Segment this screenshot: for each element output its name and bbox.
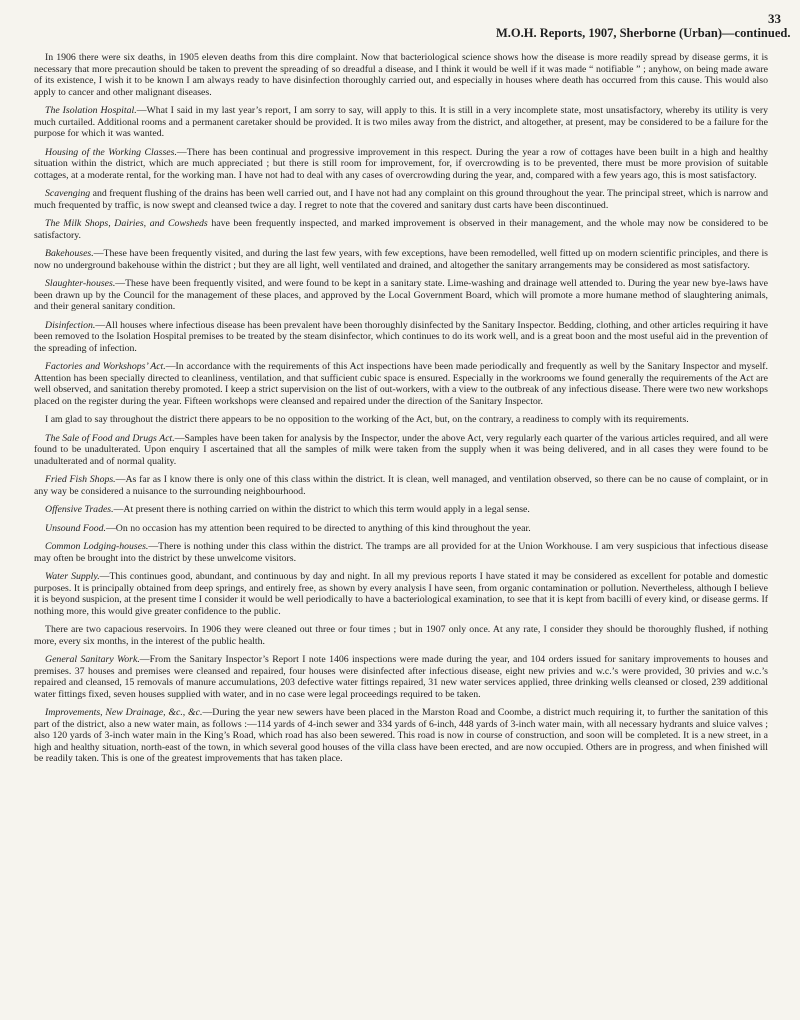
paragraph-heading: Slaughter-houses. — [45, 278, 116, 289]
paragraph-text: I am glad to say throughout the district there appears to be no opposition to the working of the Act, but, on the contrary, a readiness to comply with its requirements. — [45, 414, 689, 425]
page-number: 33 — [768, 11, 781, 26]
paragraph-isolation-hospital — [34, 105, 768, 140]
paragraph-text: —This continues good, abundant, and continuous by day and night. In all my previous reports I have stated it may be considered as excellent for potable and domestic purposes. It is principally obtained from deep springs, and entirely free, as shown by every analysis I have seen, from organic contamination or pollution. Nevertheless, although I believe it is beyond suspicion, at the present time I consider it would be well periodically to have a bacteriological examination, to see that it is kept from bacilli of every kind, or disease germs. If nothing more, this would give greater confidence to the public. — [34, 571, 768, 617]
paragraph-disinfection — [34, 320, 768, 355]
running-header: M.O.H. Reports, 1907, Sherborne (Urban)—continued. — [496, 26, 791, 40]
paragraph-text: —As far as I know there is only one of this class within the district. It is clean, well managed, and ventilation observed, so there can be no cause of complaint, or in any way be considered a nuisance to the surrounding neighbourhood. — [34, 474, 768, 497]
paragraph-text: —These have been frequently visited, and during the last few years, with few exceptions, have been remodelled, well fitted up on modern scientific principles, and there is now no underground bakehouse within the district ; but they are all light, well ventilated and drained, and altogether the sanitary arrangements may be considered as most satisfactory. — [34, 248, 768, 271]
paragraph-text: —On no occasion has my attention been required to be directed to anything of this kind throughout the year. — [105, 522, 531, 534]
paragraph-heading: Disinfection. — [45, 319, 96, 331]
paragraph-text: There are two capacious reservoirs. In 1906 they were cleaned out three or four times ; but in 1907 only once. At any rate, I consider they should be thoroughly flushed, if nothing more, every six months, in the interest of the public health. — [34, 624, 768, 647]
paragraph-lodging-houses — [34, 541, 768, 564]
paragraph-unsound-food — [34, 523, 768, 535]
paragraph-text: —What I said in my last year’s report, I am sorry to say, will apply to this. It is still in a very incomplete state, most unsatisfactory, whereby its utility is very much curtailed. Additional rooms and a permanent caretaker should be provided. It is two miles away from the district, and altogether, at present, may be considered to be a failure for the purpose for which it was wanted. — [34, 105, 768, 139]
paragraph-text: —At present there is nothing carried on within the district to which this term would apply in a legal sense. — [113, 504, 530, 515]
paragraph-housing — [34, 147, 768, 182]
paragraph-scavenging — [34, 188, 768, 211]
report-body — [34, 52, 768, 772]
paragraph-text: —From the Sanitary Inspector’s Report I note 1406 inspections were made during the year, and 104 orders issued for sanitary improvements to houses and premises. 37 houses and premises were cleansed and repaired, four houses were disinfected after infectious disease, eight new privies and w.c.’s were provided, 30 privies and w.c.’s repaired and cleansed, 15 removals of manure accumulations, 203 defective water fittings repaired, 31 new water services applied, three drinking wells cleansed or closed, 239 additional water fittings fixed, seven houses supplied with water, and in no case were legal proceedings required to be taken. — [34, 654, 768, 700]
paragraph-bakehouses — [34, 248, 768, 271]
paragraph-phthisis — [34, 52, 768, 98]
paragraph-heading: The Milk Shops, Dairies, and Cowsheds — [45, 218, 208, 229]
paragraph-food-drugs-act — [34, 433, 768, 468]
paragraph-text: have been frequently inspected, and marked improvement is observed in their management, and the whole may now be considered to be satisfactory. — [34, 218, 768, 241]
paragraph-heading: Improvements, New Drainage, &c., &c. — [45, 707, 203, 718]
paragraph-heading: The Sale of Food and Drugs Act. — [45, 432, 175, 444]
paragraph-text: —There has been continual and progressive improvement in this respect. During the year a row of cottages have been built in a high and healthy situation within the district, which are much appreciated ; but there is still room for improvement, for, if overcrowding is to be prevented, there must be more provision of suitable cottages, at a moderate rental, for the working man. I have not had to deal with any cases of overcrowding during the year, and, compared with a few years ago, this is most satisfactory. — [34, 146, 768, 181]
paragraph-reservoirs — [34, 624, 768, 647]
paragraph-heading: Common Lodging-houses. — [45, 541, 149, 552]
paragraph-heading: Water Supply. — [45, 571, 100, 582]
paragraph-heading: Fried Fish Shops. — [45, 474, 116, 485]
paragraph-text: —Samples have been taken for analysis by the Inspector, under the above Act, very regularly each quarter of the various articles required, and all were found to be unadulterated. Upon enquiry I ascertained that all the samples of milk were taken from the supply when it was being delivered, and in all cases they were found to be unadulterated and of normal quality. — [34, 432, 768, 467]
paragraph-act-compliance — [34, 414, 768, 426]
paragraph-heading: Scavenging — [45, 188, 91, 199]
paragraph-heading: Factories and Workshops’ Act. — [45, 361, 166, 372]
paragraph-text: —In accordance with the requirements of this Act inspections have been made periodically and frequently as well by the Sanitary Inspector and myself. Attention has been specially directed to cleanliness, ventilation, and that sufficient cubic space is ensured. Especially in the workrooms we found generally the requirements of the Act are well observed, and sanitation thereby promoted. I keep a strict supervision on the list of out-workers, with a view to the outbreak of any infectious disease. There were two new workshops placed on the register during the year. Fifteen workshops were cleansed and repaired under the direction of the Sanitary Inspector. — [34, 361, 769, 407]
paragraph-text: and frequent flushing of the drains has been well carried out, and I have not had any complaint on this ground throughout the year. The principal street, which is narrow and much frequented by traffic, is now swept and cleansed twice a day. I regret to note that the covered and sanitary dust carts have been discontinued. — [34, 188, 768, 211]
paragraph-text: —These have been frequently visited, and were found to be kept in a sanitary state. Lime-washing and drainage well attended to. During the year new bye-laws have been drawn up by the Council for the management of these places, and approved by the Local Government Board, which will promote a more humane method of slaughtering animals, and their general sanitary condition. — [34, 278, 768, 312]
paragraph-heading: Bakehouses. — [45, 248, 94, 259]
paragraph-heading: Offensive Trades. — [45, 504, 114, 515]
paragraph-milk-shops — [34, 218, 768, 241]
paragraph-fried-fish-shops — [34, 474, 768, 497]
paragraph-slaughter-houses — [34, 278, 768, 313]
paragraph-text: —All houses where infectious disease has been prevalent have been thoroughly disinfected by the Sanitary Inspector. Bedding, clothing, and other articles requiring it have been removed to the Isolation Hospital premises to be treated by the steam disinfector, which continues to do its work well, and is a great boon and the most useful aid in the prevention of the spreading of infection. — [34, 319, 768, 354]
paragraph-text: —There is nothing under this class within the district. The tramps are all provided for at the Union Workhouse. I am very suspicious that infectious disease may often be brought into the district by these unwelcome visitors. — [34, 541, 768, 564]
paragraph-heading: Unsound Food. — [45, 522, 106, 534]
paragraph-heading: General Sanitary Work. — [45, 654, 140, 665]
paragraph-heading: The Isolation Hospital. — [45, 105, 137, 116]
paragraph-general-sanitary-work — [34, 654, 768, 700]
paragraph-factories-act — [34, 361, 768, 407]
paragraph-water-supply — [34, 571, 768, 617]
paragraph-offensive-trades — [34, 504, 768, 516]
paragraph-text: In 1906 there were six deaths, in 1905 eleven deaths from this dire complaint. Now that bacteriological science shows how the disease is more readily spread by disease germs, it is necessary that more precaution should be taken to prevent the spreading of so dreadful a disease, and I think it would be well if it was made “ notifiable ” ; anyhow, on being made aware of its existence, I wish it to be known I am always ready to have disinfection thoroughly carried out, and especially in houses where death has occurred from this cause. This would also apply to cancer and other malignant diseases. — [34, 52, 768, 98]
paragraph-text: —During the year new sewers have been placed in the Marston Road and Coombe, a district much requiring it, to further the sanitation of this part of the district, also a new water main, as follows :—114 yards of 4-inch sewer and 334 yards of 6-inch, 448 yards of 3-inch water main, with all necessary hydrants and sluice valves ; also 120 yards of 3-inch water main in the King’s Road, which road has also been sewered. This road is now in course of construction, and soon will be completed. It is a new street, in a high and healthy situation, north-east of the town, in which several good houses of the villa class have been erected, and are now occupied. Others are in progress, and when finished will be readily taken. This is one of the greatest improvements that has taken place. — [34, 707, 768, 764]
paragraph-heading: Housing of the Working Classes. — [45, 146, 177, 158]
paragraph-improvements — [34, 707, 768, 765]
